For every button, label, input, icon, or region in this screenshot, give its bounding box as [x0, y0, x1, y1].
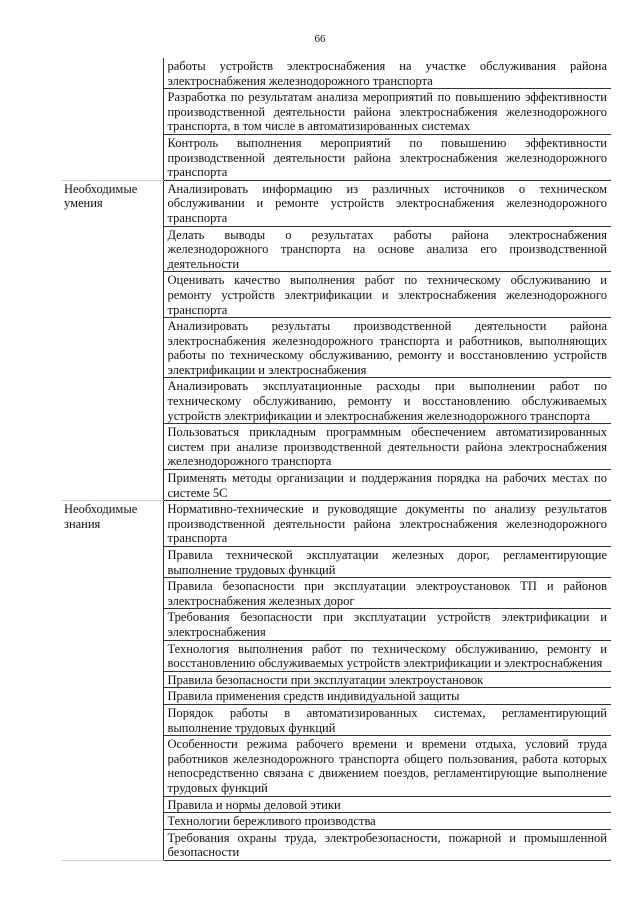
requirement-item: Правила безопасности при эксплуатации электроустановок	[163, 671, 611, 688]
requirement-item: Делать выводы о результатах работы района электроснабжения железнодорожного транспорта на основе анализа его производственной деятельности	[163, 226, 611, 272]
table-row	[62, 180, 611, 226]
requirement-item: Нормативно-технические и руководящие документы по анализу результатов производственной деятельности района электроснабжения железнодорожного транспорта	[163, 501, 611, 547]
requirement-item: Анализировать эксплуатационные расходы при выполнении работ по техническому обслуживанию, ремонту и восстановлению обслуживаемых устройств электрификации и электроснабжения железнодорожного транспорта	[163, 378, 611, 424]
requirement-item: Правила безопасности при эксплуатации электроустановок ТП и районов электроснабжения железных дорог	[163, 578, 611, 609]
table-row	[62, 501, 611, 547]
requirement-item: работы устройств электроснабжения на участке обслуживания района электроснабжения железнодорожного транспорта	[163, 58, 611, 89]
requirement-item: Правила технической эксплуатации железных дорог, регламентирующие выполнение трудовых функций	[163, 547, 611, 578]
section-label: Необходимые знания	[62, 501, 163, 861]
requirement-item: Разработка по результатам анализа мероприятий по повышению эффективности производственной деятельности района электроснабжения железнодорожного транспорта, в том числе в автоматизированных системах	[163, 89, 611, 135]
requirement-item: Анализировать результаты производственной деятельности района электроснабжения железнодорожного транспорта и работников, выполняющих работы по техническому обслуживанию, ремонту и восстановлению устройств электрификации и электроснабжения	[163, 318, 611, 378]
table-row	[62, 58, 611, 89]
section-label	[62, 58, 163, 180]
requirement-item: Требования охраны труда, электробезопасности, пожарной и промышленной безопасности	[163, 829, 611, 860]
requirement-item: Контроль выполнения мероприятий по повышению эффективности производственной деятельности района электроснабжения железнодорожного транспорта	[163, 134, 611, 180]
section-label: Необходимые умения	[62, 180, 163, 500]
requirements-table-body	[62, 58, 611, 860]
requirement-item: Технологии бережливого производства	[163, 813, 611, 830]
requirement-item: Требования безопасности при эксплуатации устройств электрификации и электроснабжения	[163, 609, 611, 640]
requirement-item: Применять методы организации и поддержания порядка на рабочих местах по системе 5С	[163, 470, 611, 501]
requirement-item: Технология выполнения работ по техническому обслуживанию, ремонту и восстановлению обслуживаемых устройств электрификации и электроснабжения	[163, 640, 611, 671]
requirement-item: Правила применения средств индивидуальной защиты	[163, 688, 611, 705]
requirement-item: Порядок работы в автоматизированных системах, регламентирующий выполнение трудовых функций	[163, 704, 611, 735]
requirement-item: Анализировать информацию из различных источников о техническом обслуживании и ремонте устройств электроснабжения железнодорожного транспорта	[163, 180, 611, 226]
requirements-table	[62, 58, 611, 861]
requirement-item: Оценивать качество выполнения работ по техническому обслуживанию и ремонту устройств электрификации и электроснабжения железнодорожного транспорта	[163, 272, 611, 318]
requirement-item: Особенности режима рабочего времени и времени отдыха, условий труда работников железнодорожного транспорта общего пользования, работа которых непосредственно связана с движением поездов, регламентирующие выполнение трудовых функций	[163, 736, 611, 796]
page-number: 66	[314, 33, 326, 45]
requirement-item: Правила и нормы деловой этики	[163, 796, 611, 813]
requirement-item: Пользоваться прикладным программным обеспечением автоматизированных систем при анализе производственной деятельности района электроснабжения железнодорожного транспорта	[163, 424, 611, 470]
